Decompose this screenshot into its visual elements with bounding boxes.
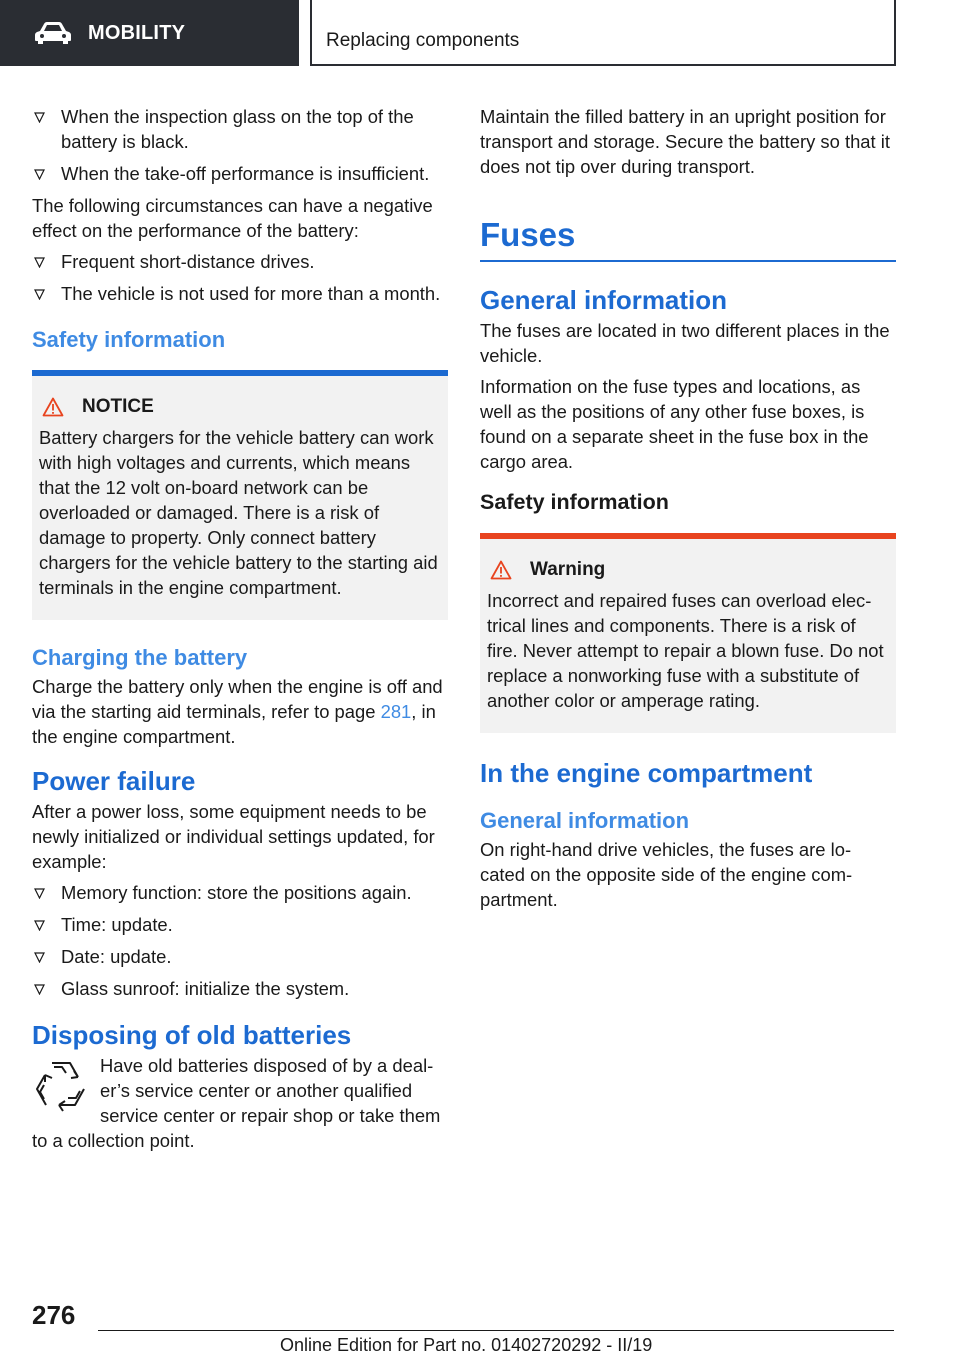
paragraph: Maintain the filled battery in an upright position for transport and storage. Secure the battery so that it does not tip over during transport. — [480, 106, 890, 177]
bullet-list-3 — [32, 880, 448, 1001]
page-number: 276 — [32, 1300, 76, 1330]
triangle-bullet-icon — [34, 952, 45, 963]
car-icon — [34, 21, 72, 45]
warning-box — [480, 533, 896, 733]
warning-triangle-icon — [42, 397, 64, 417]
recycle-icon — [32, 1055, 90, 1113]
triangle-bullet-icon — [34, 257, 45, 268]
notice-title: NOTICE — [82, 396, 154, 417]
right-column — [480, 104, 896, 918]
disposing-paragraph: Have old batteries disposed of by a deal‐er’s service center or another qualified service center or repair shop or take them to a collection point. — [32, 1055, 441, 1151]
list-item: Frequent short-distance drives. — [32, 249, 448, 274]
edition-footer: Online Edition for Part no. 01402720292 - II/19 — [280, 1335, 653, 1355]
triangle-bullet-icon — [34, 289, 45, 300]
paragraph: After a power loss, some equipment needs to be newly initialized or individual settings updated, for example: — [32, 801, 435, 872]
list-item: When the inspection glass on the top of the battery is black. — [32, 104, 448, 154]
list-item: Glass sunroof: initialize the system. — [32, 976, 448, 1001]
bullet-list-2 — [32, 249, 448, 306]
charging-heading: Charging the battery — [32, 645, 248, 670]
chapter-title: Replacing components — [326, 30, 520, 51]
general-information-subheading: General information — [480, 808, 690, 833]
chapter-header — [310, 0, 896, 66]
footer-divider — [98, 1330, 894, 1331]
list-item: Memory function: store the positions again. — [32, 880, 448, 905]
charging-paragraph: Charge the battery only when the engine is off and via the starting aid terminals, refer to page 281, in the engine compartment. — [32, 676, 443, 747]
triangle-bullet-icon — [34, 984, 45, 995]
disposing-heading: Disposing of old batteries — [32, 1020, 352, 1050]
power-failure-heading: Power failure — [32, 766, 196, 796]
triangle-bullet-icon — [34, 920, 45, 931]
triangle-bullet-icon — [34, 169, 45, 180]
list-item: When the take-off performance is insufficient. — [32, 161, 448, 186]
paragraph: Information on the fuse types and locations, as well as the positions of any other fuse boxes, is found on a separate sheet in the fuse box in the cargo area. — [480, 376, 869, 472]
bullet-list-1 — [32, 104, 448, 186]
paragraph: The following circumstances can have a negative effect on the performance of the battery: — [32, 195, 433, 241]
page-reference-link[interactable]: 281 — [380, 701, 412, 722]
fuses-heading: Fuses — [480, 215, 896, 262]
triangle-bullet-icon — [34, 112, 45, 123]
general-information-heading: General information — [480, 285, 728, 315]
safety-heading: Safety information — [480, 490, 669, 514]
warning-title: Warning — [530, 559, 606, 580]
left-column — [32, 104, 448, 1159]
paragraph: On right-hand drive vehicles, the fuses are lo‐cated on the opposite side of the engine com‐partment. — [480, 839, 853, 910]
triangle-bullet-icon — [34, 888, 45, 899]
paragraph: The fuses are located in two different places in the vehicle. — [480, 320, 890, 366]
list-item: The vehicle is not used for more than a month. — [32, 281, 448, 306]
warning-text: Incorrect and repaired fuses can overload elec‐trical lines and components. There is a risk of fire. Never attempt to repair a blown fuse. Do not replace a nonworking fuse with a substitute of another color or amperage rating. — [487, 590, 884, 711]
notice-text: Battery chargers for the vehicle battery can work with high voltages and currents, which means that the 12 volt on-board network can be overloaded or damaged. There is a risk of damage to property. Only connect battery chargers for the vehicle battery to the starting aid terminals in the engine compartment. — [39, 427, 438, 598]
notice-box — [32, 370, 448, 620]
warning-triangle-icon — [490, 560, 512, 580]
section-title: MOBILITY — [88, 21, 186, 44]
list-item: Date: update. — [32, 944, 448, 969]
engine-compartment-heading: In the engine compartment — [480, 758, 813, 788]
section-tab — [0, 0, 299, 66]
safety-heading: Safety information — [32, 327, 226, 352]
list-item: Time: update. — [32, 912, 448, 937]
